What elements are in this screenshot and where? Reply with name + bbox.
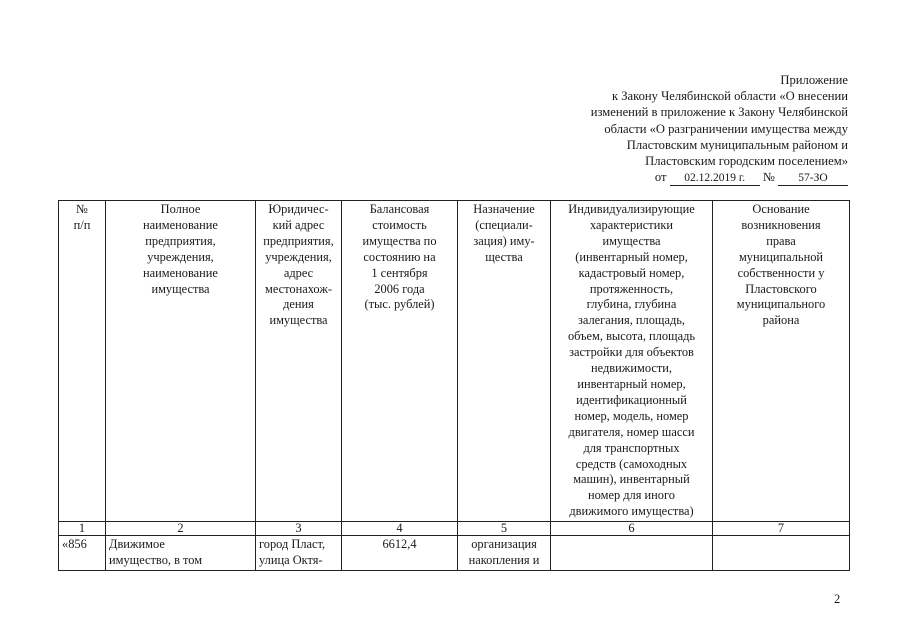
- header-line-2: к Закону Челябинской области «О внесении: [611, 89, 848, 104]
- row-ownership-basis: [713, 536, 850, 571]
- header-line-6: Пластовским городским поселением»: [645, 154, 848, 169]
- appendix-header: [518, 72, 848, 186]
- property-table: [58, 200, 850, 571]
- column-number: 2: [106, 522, 256, 536]
- law-number: 57-ЗО: [778, 172, 848, 186]
- col-header-characteristics: Индивидуализирующие характеристики имущества (инвентарный номер, кадастровый номер, протяженность, глубина, глубина залегания, площадь, объем, высота, площадь застройки для объектов недвижимости, инвентарный номер, идентификационный номер, модель, номер двигателя, номер шасси для транспортных средств (самоходных машин), инвентарный номер для иного движимого имущества): [551, 201, 713, 522]
- column-number: 6: [551, 522, 713, 536]
- table-header-row: [59, 201, 850, 522]
- column-number: 3: [256, 522, 342, 536]
- number-label: №: [762, 170, 775, 185]
- row-purpose: организация накопления и: [458, 536, 551, 571]
- col-header-purpose: Назначение (специали- зация) иму- щества: [458, 201, 551, 522]
- column-number: 4: [342, 522, 458, 536]
- row-characteristics: [551, 536, 713, 571]
- column-numbers-row: [59, 522, 850, 536]
- from-label: от: [654, 170, 667, 185]
- row-address: город Пласт, улица Октя-: [256, 536, 342, 571]
- column-number: 5: [458, 522, 551, 536]
- law-date: 02.12.2019 г.: [670, 172, 760, 186]
- column-number: 1: [59, 522, 106, 536]
- header-line-4: области «О разграничении имущества между: [604, 121, 848, 136]
- col-header-name: Полное наименование предприятия, учреждения, наименование имущества: [106, 201, 256, 522]
- row-name: Движимое имущество, в том: [106, 536, 256, 571]
- column-number: 7: [713, 522, 850, 536]
- header-line-1: Приложение: [780, 73, 848, 87]
- col-header-ownership-basis: Основание возникновения права муниципальной собственности у Пластовского муниципального района: [713, 201, 850, 522]
- col-header-address: Юридичес- кий адрес предприятия, учреждения, адрес местонахож- дения имущества: [256, 201, 342, 522]
- col-header-number: № п/п: [59, 201, 106, 522]
- page-number: 2: [834, 592, 841, 606]
- header-line-3: изменений в приложение к Закону Челябинской: [590, 105, 848, 120]
- law-date-line: [518, 169, 848, 186]
- header-line-5: Пластовским муниципальным районом и: [626, 137, 848, 152]
- row-number: «856: [59, 536, 106, 571]
- col-header-balance-value: Балансовая стоимость имущества по состоянию на 1 сентября 2006 года (тыс. рублей): [342, 201, 458, 522]
- table-row: [59, 536, 850, 571]
- row-balance-value: 6612,4: [342, 536, 458, 571]
